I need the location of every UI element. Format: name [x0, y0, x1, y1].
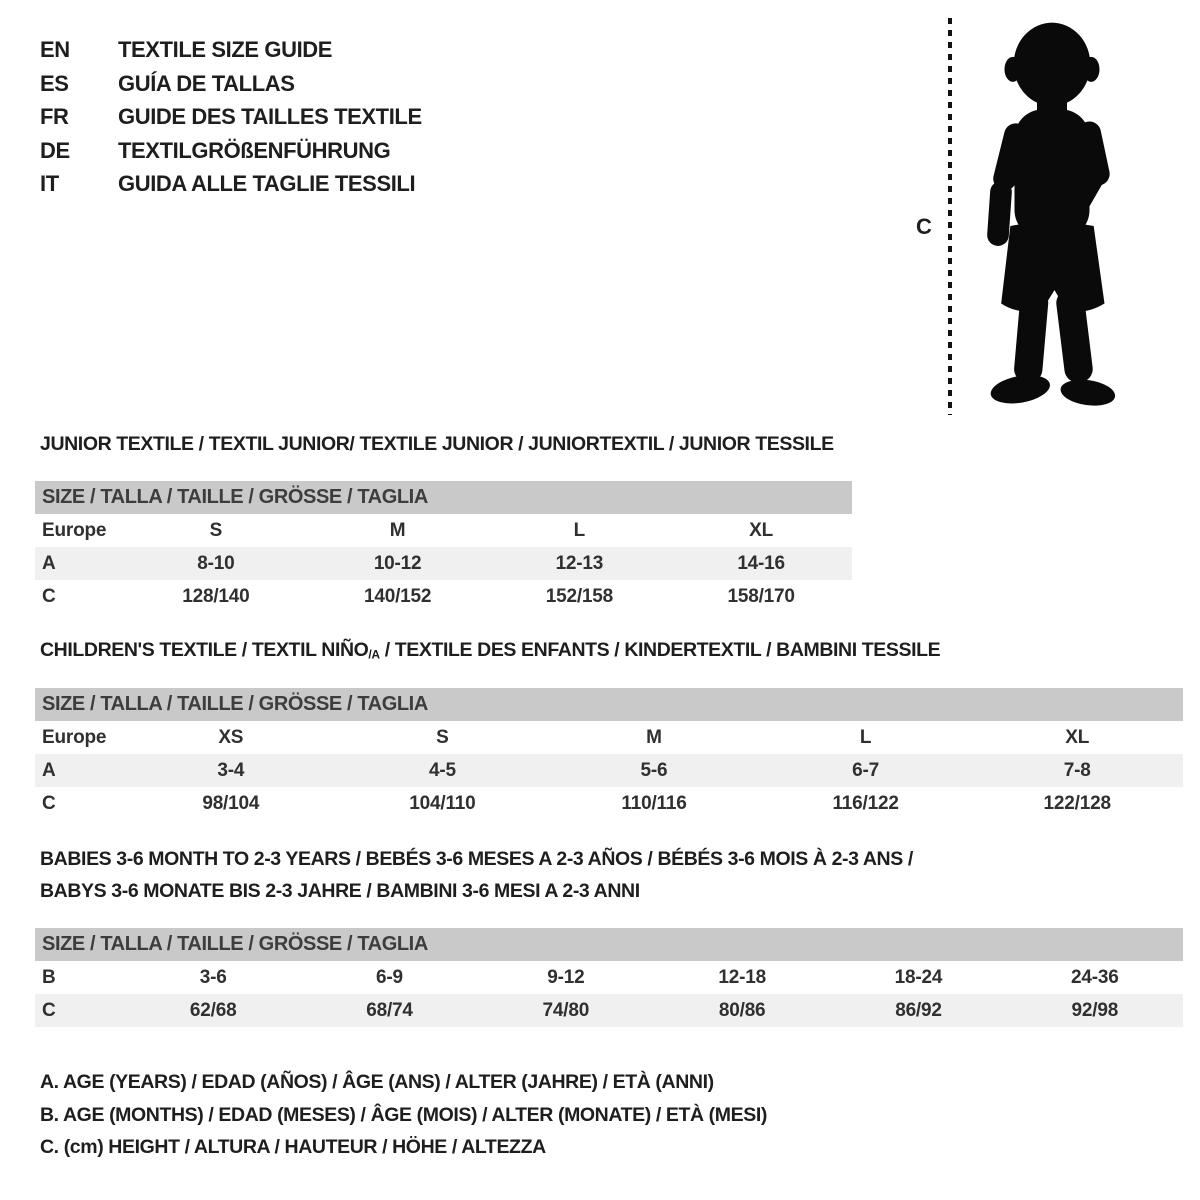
children-heading-prefix: CHILDREN'S TEXTILE / TEXTIL NIÑO — [40, 639, 369, 661]
lang-row-it — [40, 167, 422, 201]
junior-row-a-label: A — [42, 552, 56, 574]
children-a-value: 3-4 — [217, 759, 245, 781]
babies-size-bar: SIZE / TALLA / TAILLE / GRÖSSE / TAGLIA — [35, 928, 1183, 961]
babies-row-b — [35, 961, 1183, 994]
lang-code-fr: FR — [40, 104, 69, 129]
language-header — [40, 33, 422, 201]
children-a-value: 5-6 — [640, 759, 668, 781]
junior-row-c-label: C — [42, 585, 56, 607]
junior-a-value: 12-13 — [555, 552, 604, 574]
junior-row-c — [35, 580, 852, 613]
children-size-table — [35, 721, 1183, 820]
junior-columns-row — [35, 514, 852, 547]
babies-b-value: 24-36 — [1071, 966, 1119, 988]
children-a-value: 6-7 — [852, 759, 880, 781]
babies-row-c-label: C — [42, 999, 56, 1021]
lang-code-es: ES — [40, 70, 69, 96]
lang-row-de — [40, 134, 422, 168]
children-row-c-label: C — [42, 792, 56, 814]
children-heading-sub: /A — [368, 647, 380, 662]
children-a-value: 7-8 — [1063, 759, 1091, 781]
babies-c-value: 62/68 — [189, 999, 237, 1021]
babies-size-table — [35, 961, 1183, 1027]
legend-line-c: C. (cm) HEIGHT / ALTURA / HAUTEUR / HÖHE / ALTEZZA — [40, 1136, 546, 1159]
junior-col-xl: XL — [749, 519, 774, 541]
babies-b-value: 18-24 — [894, 966, 943, 988]
junior-region-label: Europe — [42, 519, 107, 541]
children-col-m: M — [646, 726, 662, 748]
junior-c-value: 152/158 — [545, 585, 614, 607]
children-size-bar: SIZE / TALLA / TAILLE / GRÖSSE / TAGLIA — [35, 688, 1183, 721]
babies-b-value: 12-18 — [718, 966, 766, 988]
babies-c-value: 92/98 — [1071, 999, 1119, 1021]
junior-section-heading: JUNIOR TEXTILE / TEXTIL JUNIOR/ TEXTILE JUNIOR / JUNIORTEXTIL / JUNIOR TESSILE — [40, 433, 834, 455]
junior-size-table — [35, 514, 852, 613]
babies-b-value: 3-6 — [199, 966, 227, 988]
lang-code-de: DE — [40, 137, 70, 163]
junior-size-bar: SIZE / TALLA / TAILLE / GRÖSSE / TAGLIA — [35, 481, 852, 514]
babies-row-b-label: B — [42, 966, 56, 988]
children-c-value: 122/128 — [1043, 792, 1111, 814]
lang-row-en — [40, 33, 422, 67]
junior-col-m: M — [389, 519, 406, 541]
children-col-xl: XL — [1065, 726, 1090, 748]
junior-a-value: 10-12 — [373, 552, 422, 574]
junior-col-l: L — [573, 519, 586, 541]
legend-line-b: B. AGE (MONTHS) / EDAD (MESES) / ÂGE (MOIS) / ALTER (MONATE) / ETÀ (MESI) — [40, 1103, 767, 1126]
height-measure-dashed-line — [948, 18, 952, 415]
babies-heading-line1: BABIES 3-6 MONTH TO 2-3 YEARS / BEBÉS 3-6 MESES A 2-3 AÑOS / BÉBÉS 3-6 MOIS À 2-3 ANS / — [40, 848, 913, 870]
junior-c-value: 158/170 — [727, 585, 795, 607]
children-c-value: 98/104 — [202, 792, 260, 814]
children-heading-suffix: / TEXTILE DES ENFANTS / KINDERTEXTIL / BAMBINI TESSILE — [379, 639, 941, 661]
junior-c-value: 128/140 — [182, 585, 250, 607]
children-c-value: 110/116 — [621, 792, 687, 814]
junior-row-a — [35, 547, 852, 580]
babies-b-value: 6-9 — [376, 966, 403, 988]
toddler-silhouette-icon — [966, 16, 1138, 416]
legend-line-a: A. AGE (YEARS) / EDAD (AÑOS) / ÂGE (ANS) / ALTER (JAHRE) / ETÀ (ANNI) — [40, 1071, 714, 1093]
children-row-a — [35, 754, 1183, 787]
junior-a-value: 8-10 — [197, 552, 235, 574]
babies-row-c — [35, 994, 1183, 1027]
lang-row-fr — [40, 100, 422, 134]
children-row-c — [35, 787, 1183, 820]
babies-heading-line2: BABYS 3-6 MONATE BIS 2-3 JAHRE / BAMBINI 3-6 MESI A 2-3 ANNI — [40, 880, 640, 902]
lang-title-en: TEXTILE SIZE GUIDE — [118, 37, 333, 62]
lang-row-es — [40, 67, 422, 101]
children-c-value: 116/122 — [832, 792, 899, 814]
children-columns-row — [35, 721, 1183, 754]
children-a-value: 4-5 — [428, 759, 456, 781]
children-section-heading — [40, 638, 940, 667]
lang-code-it: IT — [40, 171, 59, 196]
babies-c-value: 86/92 — [895, 999, 942, 1021]
babies-c-value: 80/86 — [718, 999, 766, 1021]
children-c-value: 104/110 — [409, 792, 476, 814]
babies-section-heading — [40, 843, 913, 907]
babies-b-value: 9-12 — [547, 966, 585, 988]
babies-c-value: 68/74 — [366, 999, 413, 1021]
junior-c-value: 140/152 — [363, 585, 432, 607]
babies-c-value: 74/80 — [542, 999, 590, 1021]
children-col-xs: XS — [218, 726, 244, 748]
lang-title-es: GUÍA DE TALLAS — [118, 70, 295, 96]
junior-col-s: S — [209, 519, 223, 541]
children-region-label: Europe — [42, 726, 107, 748]
lang-code-en: EN — [40, 37, 70, 62]
lang-title-fr: GUIDE DES TAILLES TEXTILE — [118, 104, 422, 129]
junior-a-value: 14-16 — [737, 552, 785, 574]
children-col-s: S — [436, 726, 449, 748]
children-row-a-label: A — [42, 759, 56, 781]
children-col-l: L — [859, 726, 872, 748]
lang-title-it: GUIDA ALLE TAGLIE TESSILI — [118, 171, 416, 196]
height-marker-label: C — [916, 214, 932, 239]
legend — [40, 1066, 767, 1164]
lang-title-de: TEXTILGRÖßENFÜHRUNG — [118, 137, 391, 163]
